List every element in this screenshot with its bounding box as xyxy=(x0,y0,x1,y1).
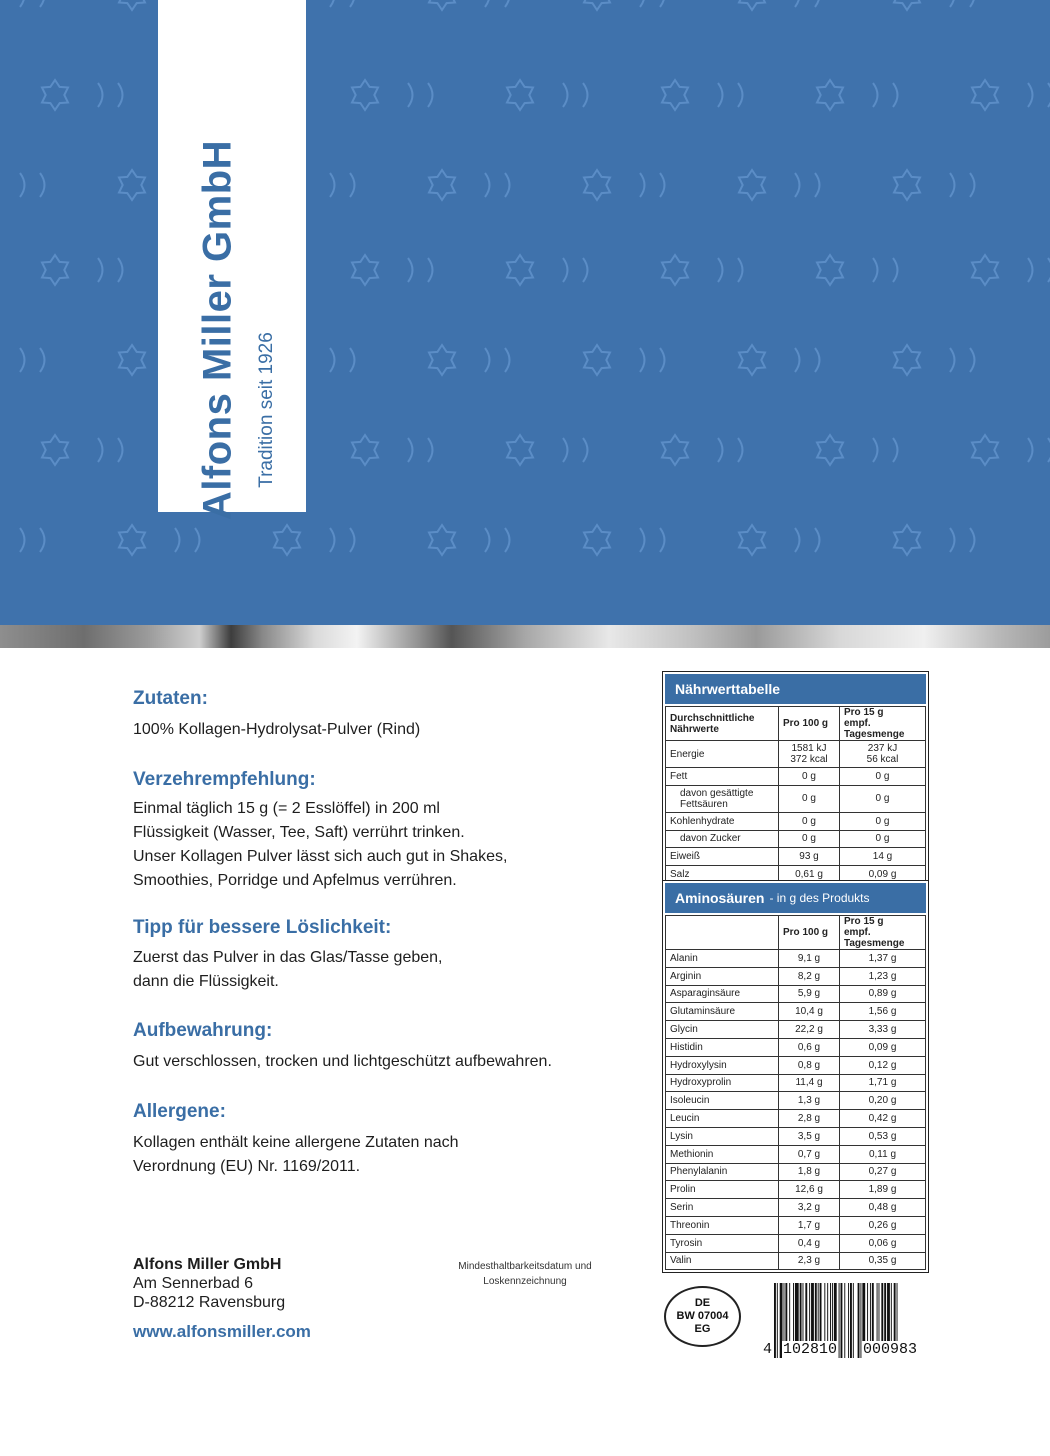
pattern-arc xyxy=(485,0,490,7)
amino-per100: 2,3 g xyxy=(779,1252,840,1270)
nutrition-row xyxy=(666,848,926,866)
brand-name: Alfons Miller GmbH xyxy=(195,139,240,521)
amino-name: Glutaminsäure xyxy=(666,1003,779,1021)
col-header-per15: Pro 15 g empf. Tagesmenge xyxy=(840,707,926,741)
pattern-star xyxy=(352,255,378,285)
pattern-arc xyxy=(893,258,898,282)
pattern-arc xyxy=(330,173,335,197)
brand-tagline: Tradition seit 1926 xyxy=(256,332,277,488)
pattern-arc xyxy=(718,438,723,462)
pattern-star xyxy=(584,345,610,375)
pattern-arc xyxy=(738,258,743,282)
amino-per100: 0,8 g xyxy=(779,1056,840,1074)
allergens-text: Kollagen enthält keine allergene Zutaten nach Verordnung (EU) Nr. 1169/2011. xyxy=(133,1134,459,1175)
health-mark-number: BW 07004 xyxy=(676,1310,729,1322)
pattern-arc xyxy=(640,173,645,197)
nutrition-title-text: Nährwerttabelle xyxy=(675,681,781,697)
pattern-arc xyxy=(20,348,25,372)
per15-value: 0 g xyxy=(840,785,926,812)
barcode-bar xyxy=(858,1283,860,1358)
amino-name: Glycin xyxy=(666,1021,779,1039)
amino-row xyxy=(666,1110,926,1128)
amino-row xyxy=(666,1056,926,1074)
amino-per100: 12,6 g xyxy=(779,1181,840,1199)
pattern-star xyxy=(894,170,920,200)
pattern-arc xyxy=(195,528,200,552)
amino-name: Tyrosin xyxy=(666,1234,779,1252)
amino-per100: 1,7 g xyxy=(779,1216,840,1234)
amino-name: Lysin xyxy=(666,1127,779,1145)
pattern-star xyxy=(972,435,998,465)
nutrition-row xyxy=(666,768,926,786)
amino-per15: 0,09 g xyxy=(840,1038,926,1056)
barcode-bar xyxy=(774,1283,776,1358)
barcode-bar xyxy=(839,1283,840,1358)
amino-name: Prolin xyxy=(666,1181,779,1199)
amino-per15: 1,71 g xyxy=(840,1074,926,1092)
amino-col-header-per15: Pro 15 g empf. Tagesmenge xyxy=(840,916,926,950)
amino-per15: 0,27 g xyxy=(840,1163,926,1181)
amino-per100: 9,1 g xyxy=(779,950,840,968)
pattern-star xyxy=(274,525,300,555)
amino-per15: 1,89 g xyxy=(840,1181,926,1199)
pattern-star xyxy=(739,0,765,10)
pattern-arc xyxy=(970,0,975,7)
pattern-arc xyxy=(118,438,123,462)
pattern-arc xyxy=(330,528,335,552)
per100-value: 0 g xyxy=(779,812,840,830)
amino-per15: 0,42 g xyxy=(840,1110,926,1128)
pattern-arc xyxy=(408,438,413,462)
pattern-arc xyxy=(970,348,975,372)
nutrition-row xyxy=(666,741,926,768)
pattern-arc xyxy=(350,348,355,372)
amino-name: Isoleucin xyxy=(666,1092,779,1110)
pattern-star xyxy=(817,80,843,110)
pattern-arc xyxy=(640,0,645,7)
amino-per100: 22,2 g xyxy=(779,1021,840,1039)
amino-per100: 5,9 g xyxy=(779,985,840,1003)
barcode-right-digits: 000983 xyxy=(863,1341,918,1358)
pattern-arc xyxy=(660,528,665,552)
ingredients-heading: Zutaten: xyxy=(133,688,208,709)
pattern-arc xyxy=(893,83,898,107)
amino-per100: 3,5 g xyxy=(779,1127,840,1145)
pattern-arc xyxy=(950,348,955,372)
nutrient-label: davon gesättigte Fettsäuren xyxy=(666,785,779,812)
nutrient-label: Eiweiß xyxy=(666,848,779,866)
company-name: Alfons Miller GmbH xyxy=(133,1256,282,1273)
pattern-arc xyxy=(795,0,800,7)
pattern-arc xyxy=(950,173,955,197)
pattern-arc xyxy=(505,173,510,197)
nutrition-row xyxy=(666,812,926,830)
amino-per100: 0,6 g xyxy=(779,1038,840,1056)
nutrition-row xyxy=(666,830,926,848)
amino-name: Valin xyxy=(666,1252,779,1270)
pattern-star xyxy=(584,170,610,200)
per100-value: 0 g xyxy=(779,768,840,786)
pattern-arc xyxy=(738,83,743,107)
amino-header-row xyxy=(666,916,926,950)
amino-per15: 0,20 g xyxy=(840,1092,926,1110)
pattern-star xyxy=(507,435,533,465)
amino-per100: 1,8 g xyxy=(779,1163,840,1181)
pattern-arc xyxy=(873,83,878,107)
per100-value: 0,61 g xyxy=(779,866,840,884)
pattern-star xyxy=(894,0,920,10)
amino-per15: 0,53 g xyxy=(840,1127,926,1145)
amino-row xyxy=(666,1074,926,1092)
health-mark-country: DE xyxy=(694,1297,711,1309)
pattern-arc xyxy=(118,258,123,282)
pattern-arc xyxy=(98,258,103,282)
per15-value: 237 kJ 56 kcal xyxy=(840,741,926,768)
pattern-star xyxy=(972,80,998,110)
pattern-arc xyxy=(1028,258,1033,282)
per100-value: 1581 kJ 372 kcal xyxy=(779,741,840,768)
pattern-arc xyxy=(350,0,355,7)
amino-row xyxy=(666,1021,926,1039)
pattern-arc xyxy=(485,348,490,372)
pattern-star xyxy=(662,255,688,285)
barcode-left-digits: 102810 xyxy=(783,1341,838,1358)
amino-per100: 8,2 g xyxy=(779,967,840,985)
pattern-star xyxy=(739,170,765,200)
pattern-arc xyxy=(583,83,588,107)
pattern-arc xyxy=(118,83,123,107)
pattern-star xyxy=(584,0,610,10)
pattern-arc xyxy=(350,173,355,197)
pattern-star xyxy=(894,525,920,555)
pattern-arc xyxy=(505,348,510,372)
pattern-arc xyxy=(795,348,800,372)
pattern-arc xyxy=(950,528,955,552)
pattern-star xyxy=(894,345,920,375)
amino-rows xyxy=(666,950,926,1270)
pattern-star xyxy=(739,525,765,555)
amino-row xyxy=(666,1003,926,1021)
pattern-arc xyxy=(98,83,103,107)
pattern-arc xyxy=(40,173,45,197)
nutrition-table-box xyxy=(662,671,929,887)
pattern-arc xyxy=(815,0,820,7)
pattern-arc xyxy=(330,348,335,372)
pattern-arc xyxy=(20,173,25,197)
amino-row xyxy=(666,1127,926,1145)
pattern-arc xyxy=(815,173,820,197)
amino-name: Arginin xyxy=(666,967,779,985)
nutrition-rows xyxy=(666,741,926,884)
pattern-arc xyxy=(40,528,45,552)
amino-row xyxy=(666,1252,926,1270)
per15-value: 0,09 g xyxy=(840,866,926,884)
pattern-star xyxy=(662,80,688,110)
nutrition-row xyxy=(666,785,926,812)
pattern-arc xyxy=(563,83,568,107)
amino-name: Asparaginsäure xyxy=(666,985,779,1003)
barcode-first-digit: 4 xyxy=(763,1341,773,1358)
amino-per15: 1,37 g xyxy=(840,950,926,968)
amino-row xyxy=(666,967,926,985)
amino-per100: 10,4 g xyxy=(779,1003,840,1021)
barcode-bar xyxy=(850,1283,852,1358)
pattern-star xyxy=(507,80,533,110)
per100-value: 0 g xyxy=(779,785,840,812)
amino-per15: 0,48 g xyxy=(840,1199,926,1217)
pattern-arc xyxy=(428,438,433,462)
amino-row xyxy=(666,1092,926,1110)
pattern-arc xyxy=(485,173,490,197)
dosage-heading: Verzehrempfehlung: xyxy=(133,769,316,790)
per100-value: 0 g xyxy=(779,830,840,848)
nutrient-label: davon Zucker xyxy=(666,830,779,848)
pattern-arc xyxy=(795,528,800,552)
pattern-arc xyxy=(175,528,180,552)
storage-text: Gut verschlossen, trocken und lichtgeschützt aufbewahren. xyxy=(133,1053,552,1070)
barcode-bar xyxy=(777,1283,778,1358)
amino-per15: 0,11 g xyxy=(840,1145,926,1163)
pattern-arc xyxy=(873,258,878,282)
pattern-star xyxy=(42,80,68,110)
pattern-star xyxy=(507,255,533,285)
nutrient-label: Energie xyxy=(666,741,779,768)
pattern-star xyxy=(817,255,843,285)
pattern-star xyxy=(352,80,378,110)
amino-per100: 1,3 g xyxy=(779,1092,840,1110)
amino-per15: 0,06 g xyxy=(840,1234,926,1252)
company-street: Am Sennerbad 6 xyxy=(133,1275,254,1292)
metallic-divider xyxy=(0,625,1050,648)
nutrition-table-title xyxy=(665,674,926,704)
pattern-star xyxy=(119,170,145,200)
dosage-text: Einmal täglich 15 g (= 2 Esslöffel) in 200 ml Flüssigkeit (Wasser, Tee, Saft) verrührt trinken. Unser Kollagen Pulver lässt sich auch gut in Shakes, Smoothies, Porridge und Apfelmus verrühren. xyxy=(133,800,508,889)
amino-per100: 2,8 g xyxy=(779,1110,840,1128)
pattern-arc xyxy=(505,528,510,552)
pattern-star xyxy=(429,345,455,375)
pattern-arc xyxy=(815,528,820,552)
pattern-arc xyxy=(873,438,878,462)
amino-per15: 0,12 g xyxy=(840,1056,926,1074)
amino-name: Methionin xyxy=(666,1145,779,1163)
pattern-star xyxy=(429,170,455,200)
website-link[interactable]: www.alfonsmiller.com xyxy=(133,1322,311,1341)
pattern-arc xyxy=(660,348,665,372)
per15-value: 0 g xyxy=(840,812,926,830)
pattern-arc xyxy=(583,438,588,462)
pattern-arc xyxy=(20,0,25,7)
amino-name: Hydroxylysin xyxy=(666,1056,779,1074)
pattern-arc xyxy=(98,438,103,462)
pattern-arc xyxy=(330,0,335,7)
solubility-tip-text: Zuerst das Pulver in das Glas/Tasse geben, dann die Flüssigkeit. xyxy=(133,949,443,990)
pattern-star xyxy=(429,525,455,555)
amino-per100: 0,4 g xyxy=(779,1234,840,1252)
amino-per15: 1,56 g xyxy=(840,1003,926,1021)
pattern-star xyxy=(972,255,998,285)
per15-value: 0 g xyxy=(840,768,926,786)
pattern-arc xyxy=(718,83,723,107)
pattern-star xyxy=(119,0,145,10)
barcode-bar xyxy=(844,1283,845,1358)
nutrition-table xyxy=(665,706,926,884)
amino-row xyxy=(666,985,926,1003)
amino-name: Serin xyxy=(666,1199,779,1217)
amino-table-title xyxy=(665,883,926,913)
pattern-arc xyxy=(660,173,665,197)
company-city: D-88212 Ravensburg xyxy=(133,1294,286,1311)
amino-name: Histidin xyxy=(666,1038,779,1056)
pattern-arc xyxy=(40,348,45,372)
amino-col-header-per100: Pro 100 g xyxy=(779,916,840,950)
pattern-arc xyxy=(563,438,568,462)
amino-per15: 0,26 g xyxy=(840,1216,926,1234)
pattern-arc xyxy=(428,83,433,107)
amino-name: Alanin xyxy=(666,950,779,968)
pattern-star xyxy=(429,0,455,10)
pattern-arc xyxy=(1028,83,1033,107)
barcode-bar xyxy=(853,1283,854,1358)
pattern-star xyxy=(739,345,765,375)
amino-row xyxy=(666,1038,926,1056)
pattern-arc xyxy=(970,528,975,552)
pattern-arc xyxy=(893,438,898,462)
amino-name: Threonin xyxy=(666,1216,779,1234)
pattern-arc xyxy=(718,258,723,282)
per15-value: 14 g xyxy=(840,848,926,866)
amino-row xyxy=(666,1234,926,1252)
barcode-bar xyxy=(841,1283,843,1358)
amino-per15: 3,33 g xyxy=(840,1021,926,1039)
pattern-arc xyxy=(583,258,588,282)
amino-name: Leucin xyxy=(666,1110,779,1128)
pattern-arc xyxy=(20,528,25,552)
nutrition-header-row xyxy=(666,707,926,741)
pattern-arc xyxy=(640,348,645,372)
amino-per100: 11,4 g xyxy=(779,1074,840,1092)
amino-per15: 0,89 g xyxy=(840,985,926,1003)
pattern-arc xyxy=(738,438,743,462)
allergens-heading: Allergene: xyxy=(133,1101,226,1122)
pattern-star xyxy=(42,255,68,285)
amino-col-header-name xyxy=(666,916,779,950)
pattern-arc xyxy=(563,258,568,282)
barcode-bar xyxy=(848,1283,849,1358)
amino-per15: 1,23 g xyxy=(840,967,926,985)
amino-row xyxy=(666,1199,926,1217)
amino-row xyxy=(666,950,926,968)
best-before-note: Mindesthaltbarkeitsdatum und Loskennzeichnung xyxy=(458,1261,592,1287)
amino-row xyxy=(666,1145,926,1163)
amino-table xyxy=(665,915,926,1270)
pattern-star xyxy=(662,435,688,465)
pattern-star xyxy=(119,525,145,555)
pattern-star xyxy=(584,525,610,555)
pattern-arc xyxy=(408,83,413,107)
health-mark-eg: EG xyxy=(694,1323,711,1335)
pattern-arc xyxy=(660,0,665,7)
pattern-star xyxy=(352,435,378,465)
pattern-arc xyxy=(815,348,820,372)
pattern-arc xyxy=(640,528,645,552)
amino-subtitle-text: - in g des Produkts xyxy=(769,891,870,905)
storage-heading: Aufbewahrung: xyxy=(133,1020,273,1041)
amino-per15: 0,35 g xyxy=(840,1252,926,1270)
ingredients-text: 100% Kollagen-Hydrolysat-Pulver (Rind) xyxy=(133,721,421,738)
pattern-star xyxy=(42,435,68,465)
amino-per100: 0,7 g xyxy=(779,1145,840,1163)
header-banner xyxy=(0,0,1050,625)
amino-title-text: Aminosäuren xyxy=(675,890,765,906)
col-header-nutrient: Durchschnittliche Nährwerte xyxy=(666,707,779,741)
amino-name: Phenylalanin xyxy=(666,1163,779,1181)
amino-row xyxy=(666,1216,926,1234)
pattern-arc xyxy=(408,258,413,282)
amino-table-box xyxy=(662,880,929,1273)
company-address xyxy=(133,1255,285,1312)
pattern-arc xyxy=(950,0,955,7)
pattern-arc xyxy=(1028,438,1033,462)
nutrient-label: Salz xyxy=(666,866,779,884)
pattern-arc xyxy=(485,528,490,552)
per100-value: 93 g xyxy=(779,848,840,866)
pattern-star xyxy=(119,345,145,375)
solubility-tip-heading: Tipp für bessere Löslichkeit: xyxy=(133,917,392,938)
nutrient-label: Kohlenhydrate xyxy=(666,812,779,830)
pattern-arc xyxy=(970,173,975,197)
amino-row xyxy=(666,1181,926,1199)
pattern-arc xyxy=(40,0,45,7)
nutrient-label: Fett xyxy=(666,768,779,786)
amino-row xyxy=(666,1163,926,1181)
health-mark-oval xyxy=(664,1286,741,1347)
pattern-star xyxy=(817,435,843,465)
pattern-arc xyxy=(505,0,510,7)
amino-name: Hydroxyprolin xyxy=(666,1074,779,1092)
per15-value: 0 g xyxy=(840,830,926,848)
amino-per100: 3,2 g xyxy=(779,1199,840,1217)
pattern-arc xyxy=(795,173,800,197)
pattern-arc xyxy=(428,258,433,282)
col-header-per100: Pro 100 g xyxy=(779,707,840,741)
pattern-arc xyxy=(350,528,355,552)
